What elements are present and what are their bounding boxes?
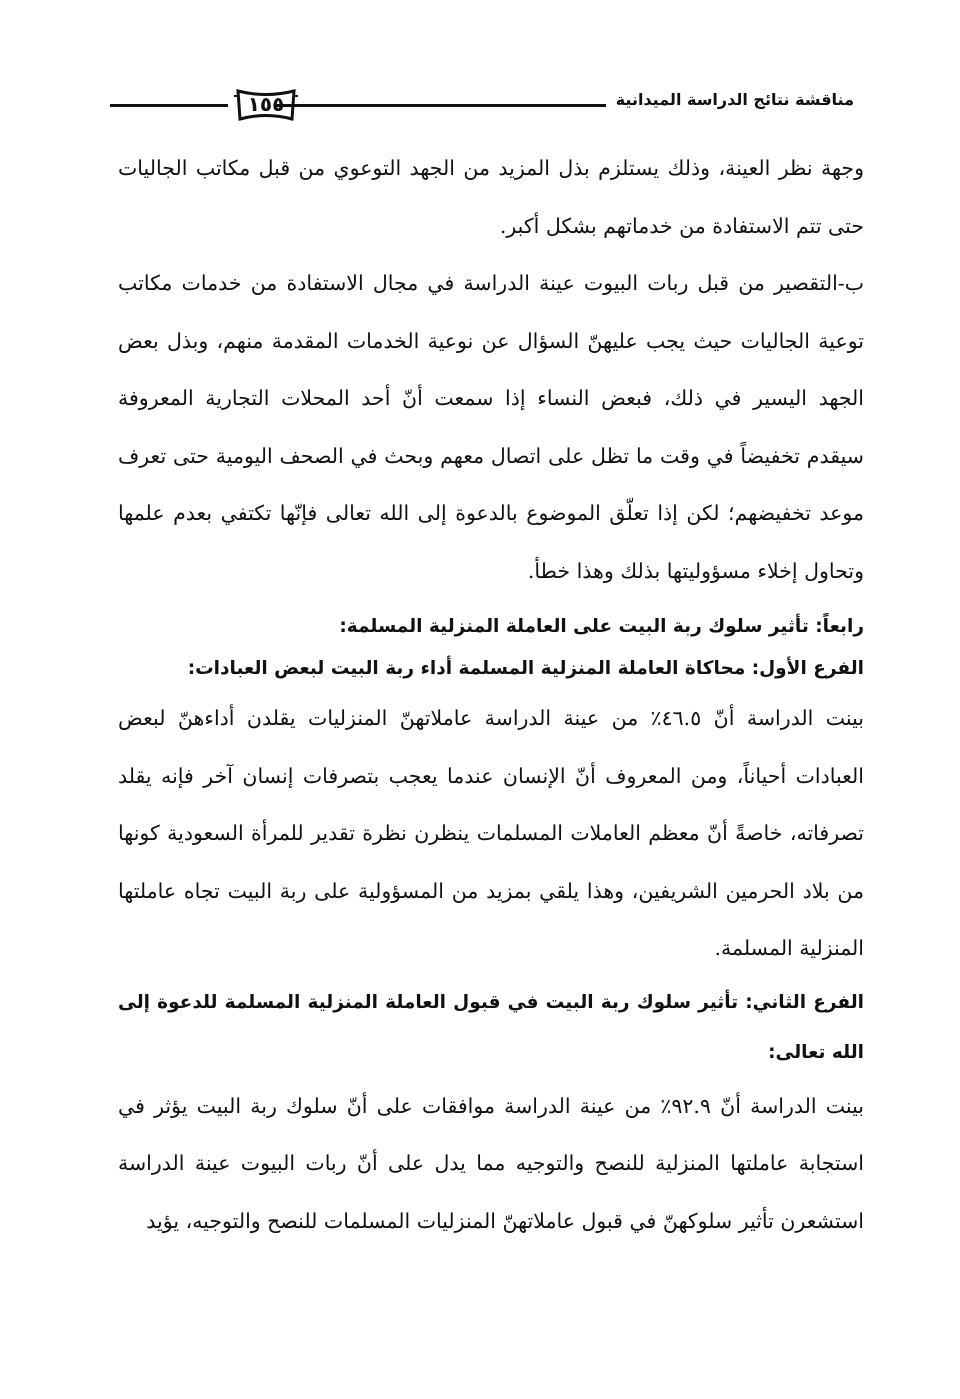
running-header-title: مناقشة نتائج الدراسة الميدانية [615, 90, 854, 109]
paragraph-4: بينت الدراسة أنّ ٩٢.٩٪ من عينة الدراسة موافقات على أنّ سلوك ربة البيت يؤثر في استجابة عاملتها المنزلية للنصح والتوجيه مما يدل على أنّ ربات البيوت عينة الدراسة استشعرن تأثير سلوكهنّ في قبول عاملاتهنّ المنزليات المسلمات للنصح والتوجيه، يؤيد [118, 1093, 864, 1233]
paragraph-1: وجهة نظر العينة، وذلك يستلزم بذل المزيد من الجهد التوعوي من قبل مكاتب الجاليات حتى تتم الاستفادة من خدماتهم بشكل أكبر. [118, 156, 864, 238]
page-number-badge [232, 86, 300, 124]
subsection-heading-1: الفرع الأول: محاكاة العاملة المنزلية المسلمة أداء ربة البيت لبعض العبادات: [187, 658, 864, 679]
running-header [110, 82, 854, 130]
header-rule-left [110, 104, 228, 107]
page-number: ١٥٥ [247, 92, 285, 116]
header-rule-right [276, 104, 606, 107]
section-heading-4: رابعاً: تأثير سلوك ربة البيت على العاملة المنزلية المسلمة: [339, 616, 864, 637]
subsection-heading-2: الفرع الثاني: تأثير سلوك ربة البيت في قبول العاملة المنزلية المسلمة للدعوة إلى الله تعالى: [118, 991, 864, 1063]
paragraph-3: بينت الدراسة أنّ ٤٦.٥٪ من عينة الدراسة عاملاتهنّ المنزليات يقلدن أداءهنّ لبعض العبادات أحياناً، ومن المعروف أنّ الإنسان عندما يعجب بتصرفات إنسان آخر فإنه يقلد تصرفاته، خاصةً أنّ معظم العاملات المسلمات ينظرن نظرة تقدير للمرأة السعودية كونها من بلاد الحرمين الشريفين، وهذا يلقي بمزيد من المسؤولية على ربة البيت تجاه عاملتها المنزلية المسلمة. [118, 706, 864, 960]
body-text [118, 140, 864, 1250]
paragraph-2: ب-التقصير من قبل ربات البيوت عينة الدراسة في مجال الاستفادة من خدمات مكاتب توعية الجاليات حيث يجب عليهنّ السؤال عن نوعية الخدمات المقدمة منهم، وبذل بعض الجهد اليسير في ذلك، فبعض النساء إذا سمعت أنّ أحد المحلات التجارية المعروفة سيقدم تخفيضاً في وقت ما تظل على اتصال معهم وبحث في الصحف اليومية حتى تعرف موعد تخفيضهم؛ لكن إذا تعلّق الموضوع بالدعوة إلى الله تعالى فإنّها تكتفي بعدم علمها وتحاول إخلاء مسؤوليتها بذلك وهذا خطأ. [118, 271, 864, 583]
